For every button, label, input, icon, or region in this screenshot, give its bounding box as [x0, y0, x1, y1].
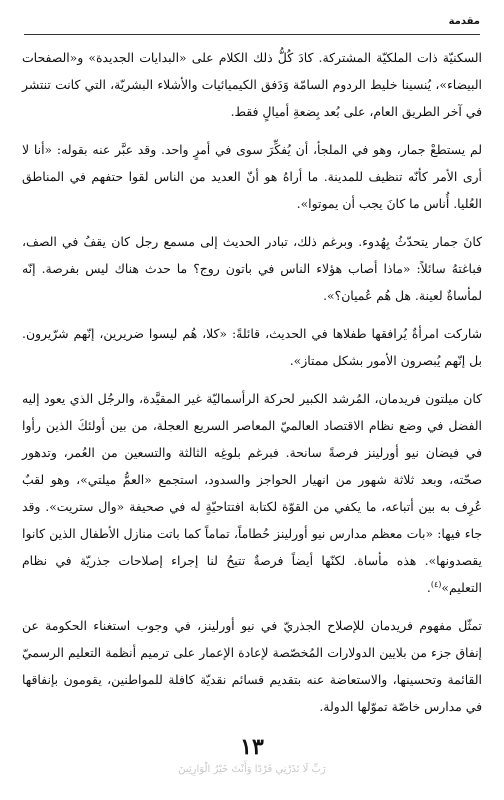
- paragraph-tail: .: [426, 580, 431, 595]
- paragraph: لم يستطعْ جمار، وهو في الملجأ، أن يُفكِّرَ سوى في أمرٍ واحد. وقد عبَّر عنه بقوله: «أنا لا أرى الأمر كأنّه تنظيف للمدينة. ما أراهُ هو أنّ العديد من الناس لقوا حتفهم في المناطق العُليا. أُناس ما كانَ يجب أن يموتوا».: [22, 142, 482, 211]
- paragraph: كانَ جمار يتحدّثُ بِهُدوء. وبرغم ذلك، تبادر الحديث إلى مسمع رجل كان يقفُ في الصف، فباغتهُ سائلاً: «ماذا أصاب هؤلاء الناس في باتون روج؟ ما حدث هناك ليس بفرصة. إنّه لمأساةٌ لعينة. هل هُم عُميان؟».: [22, 234, 482, 303]
- watermark: رَبِّ لَا تَذَرْنِي فَرْدًا وَأَنْتَ خَيْرُ الْوَارِثِينَ: [178, 764, 326, 775]
- paragraph: السكنيّة ذات الملكيّة المشتركة. كادَ كُلُّ ذلك الكلام على «البدايات الجديدة» و«الصفحات البيضاء»، يُنسينا خليط الردوم السامّة وَدَفق الكيميائيات والأشلاء البشريّة، التي كانت تنتشر في آخر الطريق العام، على بُعد بِضعةِ أميالٍ فقط.: [22, 50, 482, 119]
- body-text: [22, 44, 482, 731]
- chapter-label: مقدمة: [448, 16, 480, 27]
- paragraph-text: كان ميلتون فريدمان، المُرشد الكبير لحركة الرأسماليّة غير المقيَّدة، والرجُل الذي يعود إليه الفضل في وضع نظام الاقتصاد العالميّ المعاصر السريع العجلة، من بين أولئكَ الذين رأوا في فيضان نيو أورلينز فرصةً سانحة. فبرغم بلوغِه الثالثة والتسعين من العُمر، وتدهور صحّته، وبعد ثلاثة شهور من انهيار الحواجز والسدود، استجمع «العمُّ ميلتي»، وهو لقبٌ عُرِف به بين أتباعه، ما يكفي من القوّة لكتابة افتتاحيّةٍ له في صحيفة «وال ستريت». وقد جاء فيها: «بات معظم مدارس نيو أورلينز حُطاماً، تماماً كما باتت منازل الأطفال الذين كانوا يقصدونها». هذه مأساة. لكنّها أيضاً فرصةٌ تتيحُ لنا إجراء إصلاحات جذريّة في نظام التعليم»: [22, 391, 482, 595]
- footnote-marker: (٤): [430, 579, 442, 589]
- paragraph: تمثّل مفهوم فريدمان للإصلاح الجذريّ في نيو أورلينز، في وجوب استغناء الحكومة عن إنفاق جزء من بلايين الدولارات المُخصّصة لإعادة الإعمار على ترميم أنظمة التعليم الرسميّ القائمة وتحسينها، والاستعاضة عنه بتقديم قسائم نقديّة كافلة للمواطنين، يقومون بإنفاقها في مدارس خاصّة تموّلها الدولة.: [22, 618, 482, 714]
- paragraph: [22, 385, 482, 601]
- header-rule: [24, 34, 480, 35]
- paragraph: شاركت امرأةٌ يُرافقها طفلاها في الحديث، قائلةً: «كلا، هُم ليسوا ضريرين، إنّهم شرّيرون. بل إنّهم يُبصرون الأمور بشكل ممتاز».: [22, 326, 482, 368]
- page-number: ١٣: [240, 734, 264, 760]
- running-header: [24, 14, 480, 36]
